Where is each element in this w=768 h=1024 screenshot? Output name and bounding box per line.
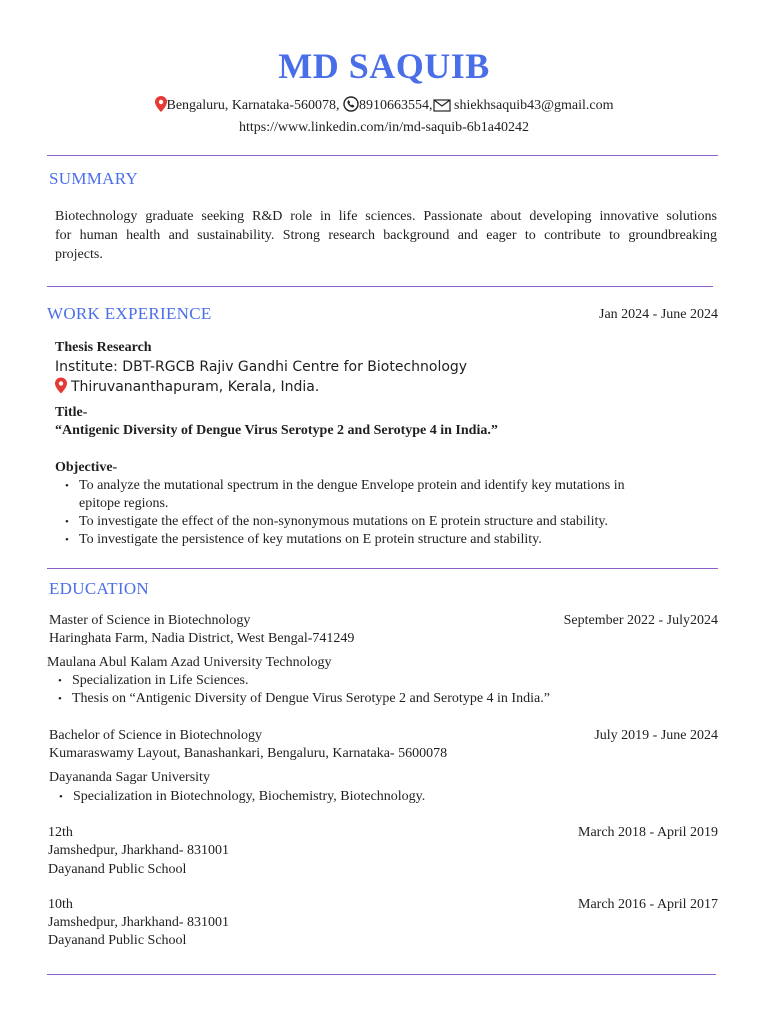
email-icon [433,98,451,119]
list-item [59,788,713,806]
summary-line: Biotechnology graduate seeking R&D role in life sciences. Passionate about developing innovative solutions [55,209,717,224]
summary-text [55,207,717,264]
institution: Dayanand Public School [48,933,187,948]
degree: 10th [48,897,73,912]
thesis-title: “Antigenic Diversity of Dengue Virus Serotype 2 and Serotype 4 in India.” [55,423,498,438]
education-address: Jamshedpur, Jharkhand- 831001 [48,843,230,858]
list-item [65,477,719,513]
divider [47,974,716,975]
bullet-icon: • [65,534,69,546]
candidate-name: MD SAQUIB [278,46,490,86]
objective-text: epitope regions. [79,496,169,511]
institution: Dayanand Public School [48,862,187,877]
education-dates: March 2018 - April 2019 [578,825,718,840]
objective-label: Objective- [55,460,118,475]
degree: 12th [48,825,73,840]
divider [47,286,713,287]
education-address: Jamshedpur, Jharkhand- 831001 [48,915,230,930]
work-institute: Institute: DBT-RGCB Rajiv Gandhi Centre for Biotechnology [55,359,468,375]
location-pin-icon [155,96,167,119]
work-heading: WORK EXPERIENCE [47,304,212,323]
institution: Maulana Abul Kalam Azad University Technology [47,655,332,670]
location-text: Bengaluru, Karnataka-560078, [166,98,340,113]
bullet-icon: • [59,791,63,803]
bullet-text: Thesis on “Antigenic Diversity of Dengue Virus Serotype 2 and Serotype 4 in India.” [72,691,550,706]
objective-text: To investigate the effect of the non-synonymous mutations on E protein structure and stability. [79,514,608,529]
work-role: Thesis Research [55,340,152,355]
degree: Master of Science in Biotechnology [49,613,251,628]
thesis-title-label: Title- [55,405,88,420]
bullet-icon: • [65,516,69,528]
phone-text: 8910663554, [359,98,433,113]
objective-text: To investigate the persistence of key mutations on E protein structure and stability. [79,532,542,547]
summary-line: projects. [55,247,103,262]
work-location [55,377,319,400]
list-item [65,513,719,531]
education-address: Haringhata Farm, Nadia District, West Bengal-741249 [49,631,355,646]
linkedin-link[interactable]: https://www.linkedin.com/in/md-saquib-6b1a40242 [239,120,529,135]
list-item [58,690,712,708]
bullet-text: Specialization in Life Sciences. [72,673,249,688]
education-dates: September 2022 - July2024 [563,613,718,628]
education-dates: July 2019 - June 2024 [594,728,718,743]
divider [47,568,718,569]
work-dates: Jan 2024 - June 2024 [599,307,718,322]
summary-heading: SUMMARY [49,169,139,188]
bullet-icon: • [65,480,69,492]
email-link[interactable]: shiekhsaquib43@gmail.com [454,98,614,113]
degree: Bachelor of Science in Biotechnology [49,728,263,743]
education-dates: March 2016 - April 2017 [578,897,718,912]
bullet-icon: • [58,675,62,687]
work-location-text: Thiruvananthapuram, Kerala, India. [71,379,320,395]
list-item [58,672,712,690]
summary-line: for human health and sustainability. Strong research background and eager to contribute to groundbreaking [55,228,717,243]
education-address: Kumaraswamy Layout, Banashankari, Bengaluru, Karnataka- 5600078 [49,746,448,761]
objective-text: To analyze the mutational spectrum in the dengue Envelope protein and identify key mutations in [79,478,625,493]
divider [47,155,718,156]
education-heading: EDUCATION [49,579,149,598]
phone-icon [343,96,359,119]
bullet-text: Specialization in Biotechnology, Biochemistry, Biotechnology. [73,789,426,804]
contact-line [0,96,768,119]
bullet-icon: • [58,693,62,705]
location-pin-icon [55,377,67,400]
list-item [65,531,719,549]
institution: Dayananda Sagar University [49,770,210,785]
